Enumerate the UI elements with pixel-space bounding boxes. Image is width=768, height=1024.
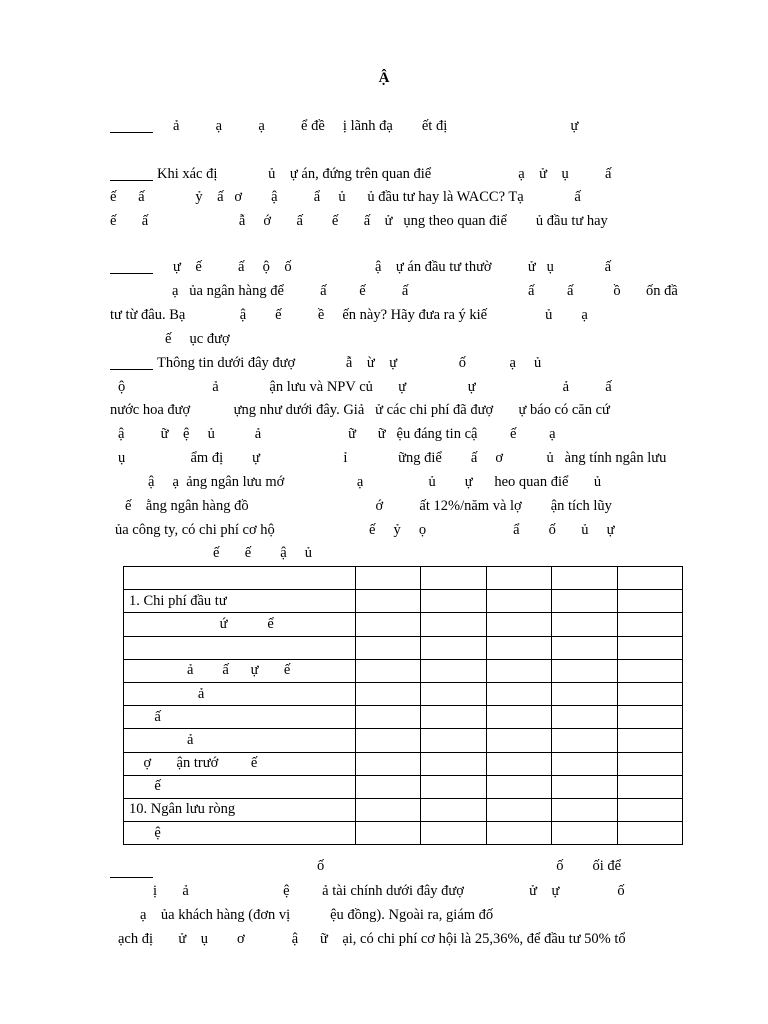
question-4-line-6: ậ ạ ảng ngân lưu mớ ạ ủ ự heo quan điể ủ bbox=[148, 474, 602, 490]
question-5-line-4: ạch đị ử ụ ơ ậ ữ ại, có chi phí cơ hội là 25,36%, để đầu tư 50% tổ bbox=[118, 931, 626, 947]
table-cell bbox=[552, 567, 617, 590]
question-2-line-1: Khi xác đị ủ ự án, đứng trên quan điể ạ ử ụ ấ bbox=[157, 166, 612, 182]
question-4-line-4: ậ ữ ệ ủ ả ữ ữ ệu đáng tin cậ ế ạ bbox=[118, 426, 556, 442]
row-label: 10. Ngân lưu ròng bbox=[124, 798, 356, 821]
table-cell bbox=[356, 798, 421, 821]
table-row bbox=[124, 567, 683, 590]
answer-blank-3[interactable] bbox=[110, 273, 153, 274]
table-cell bbox=[421, 775, 486, 798]
answer-blank-1[interactable] bbox=[110, 132, 153, 133]
document-title: Ậ bbox=[378, 70, 390, 86]
cash-flow-table bbox=[123, 566, 683, 845]
table-cell bbox=[421, 590, 486, 613]
table-cell bbox=[617, 636, 682, 659]
table-cell bbox=[552, 798, 617, 821]
row-label bbox=[124, 636, 356, 659]
question-4-line-7: ế ằng ngân hàng đồ ớ ất 12%/năm và lợ ận tích lũy bbox=[125, 498, 612, 514]
question-5-line-1: ố ố ối để bbox=[317, 858, 622, 874]
table-cell bbox=[421, 636, 486, 659]
question-5-line-2: ị ả ệ ả tài chính dưới đây đượ ử ự ố bbox=[153, 883, 625, 899]
table-cell bbox=[552, 636, 617, 659]
row-label: ệ bbox=[124, 822, 356, 845]
table-row bbox=[124, 752, 683, 775]
table-row bbox=[124, 682, 683, 705]
table-cell bbox=[356, 729, 421, 752]
table-cell bbox=[421, 659, 486, 682]
table-cell bbox=[356, 636, 421, 659]
table-cell bbox=[552, 682, 617, 705]
table-cell bbox=[552, 822, 617, 845]
table-cell bbox=[486, 636, 551, 659]
question-4-line-5: ụ ẩm đị ự ỉ ững điể ấ ơ ủ àng tính ngân lưu bbox=[118, 450, 667, 466]
question-3-line-1: ự ế ấ ộ ố ậ ự án đầu tư thườ ử ụ ấ bbox=[173, 259, 612, 275]
table-cell bbox=[552, 590, 617, 613]
table-cell bbox=[552, 729, 617, 752]
answer-blank-5[interactable] bbox=[110, 877, 153, 878]
question-4-line-1: Thông tin dưới đây đượ ẫ ừ ự ố ạ ủ bbox=[157, 355, 542, 371]
table-cell bbox=[617, 822, 682, 845]
question-2-line-2: ế ấ ỷ ấ ơ ậ ẩ ủ ủ đầu tư hay là WACC? Tạ ấ bbox=[110, 189, 581, 205]
table-cell bbox=[356, 590, 421, 613]
table-cell bbox=[617, 613, 682, 636]
table-row bbox=[124, 590, 683, 613]
table-cell bbox=[356, 613, 421, 636]
row-label: ả bbox=[124, 682, 356, 705]
row-label: ợ ận trướ ế bbox=[124, 752, 356, 775]
table-cell bbox=[421, 752, 486, 775]
question-1-line-1: ả ạ ạ ể đề ị lãnh đạ ết đị ự bbox=[173, 118, 579, 134]
table-cell bbox=[617, 752, 682, 775]
table-cell bbox=[552, 613, 617, 636]
table-cell bbox=[617, 590, 682, 613]
table-cell bbox=[617, 659, 682, 682]
row-label bbox=[124, 567, 356, 590]
question-4-line-9: ế ế ậ ủ bbox=[213, 545, 313, 561]
table-cell bbox=[617, 775, 682, 798]
table-cell bbox=[552, 659, 617, 682]
table-cell bbox=[356, 822, 421, 845]
answer-blank-2[interactable] bbox=[110, 180, 153, 181]
table-cell bbox=[552, 775, 617, 798]
table-cell bbox=[617, 798, 682, 821]
table-cell bbox=[356, 659, 421, 682]
table-cell bbox=[486, 567, 551, 590]
table-cell bbox=[356, 567, 421, 590]
table-cell bbox=[356, 682, 421, 705]
table-cell bbox=[617, 682, 682, 705]
table-cell bbox=[486, 706, 551, 729]
table-cell bbox=[421, 682, 486, 705]
row-label: ế bbox=[124, 775, 356, 798]
table-cell bbox=[421, 706, 486, 729]
table-cell bbox=[617, 729, 682, 752]
table-cell bbox=[486, 822, 551, 845]
question-4-line-8: ủa công ty, có chi phí cơ hộ ế ỷ ọ ẩ ố ủ ự bbox=[115, 522, 615, 538]
table-cell bbox=[617, 706, 682, 729]
table-row bbox=[124, 798, 683, 821]
row-label: ấ bbox=[124, 706, 356, 729]
table-row bbox=[124, 775, 683, 798]
table-cell bbox=[421, 798, 486, 821]
table-cell bbox=[486, 613, 551, 636]
question-3-line-4: ế ục đượ bbox=[165, 331, 230, 347]
table-row bbox=[124, 706, 683, 729]
answer-blank-4[interactable] bbox=[110, 369, 153, 370]
table-cell bbox=[486, 682, 551, 705]
table-cell bbox=[486, 590, 551, 613]
table-cell bbox=[552, 752, 617, 775]
table-cell bbox=[486, 729, 551, 752]
table-row bbox=[124, 659, 683, 682]
row-label: ả bbox=[124, 729, 356, 752]
table-cell bbox=[486, 752, 551, 775]
table-cell bbox=[552, 706, 617, 729]
row-label: ứ ể bbox=[124, 613, 356, 636]
question-3-line-2: ạ ủa ngân hàng để ấ ế ấ ấ ấ ồ ốn đầ bbox=[172, 283, 678, 299]
table-row bbox=[124, 613, 683, 636]
table-cell bbox=[356, 706, 421, 729]
table-cell bbox=[486, 798, 551, 821]
table-cell bbox=[421, 567, 486, 590]
table-row bbox=[124, 729, 683, 752]
table-cell bbox=[617, 567, 682, 590]
table-cell bbox=[356, 752, 421, 775]
question-2-line-3: ế ấ ẫ ớ ấ ế ấ ử ụng theo quan điể ủ đầu tư hay bbox=[110, 213, 608, 229]
table-cell bbox=[486, 659, 551, 682]
table-cell bbox=[421, 729, 486, 752]
table-cell bbox=[486, 775, 551, 798]
table-row bbox=[124, 822, 683, 845]
table-cell bbox=[421, 822, 486, 845]
question-4-line-2: ộ ả ận lưu và NPV củ ự ự ả ấ bbox=[118, 379, 612, 395]
question-5-line-3: ạ ủa khách hàng (đơn vị ệu đồng). Ngoài ra, giám đố bbox=[140, 907, 494, 923]
table-row bbox=[124, 636, 683, 659]
table-cell bbox=[356, 775, 421, 798]
question-3-line-3: tư từ đâu. Bạ ậ ế ề ến này? Hãy đưa ra ý kiế ủ ạ bbox=[110, 307, 588, 323]
row-label: ả ấ ự ế bbox=[124, 659, 356, 682]
question-4-line-3: nước hoa đượ ựng như dưới đây. Giả ử các chi phí đã đượ ự báo có căn cứ bbox=[110, 402, 610, 418]
row-label: 1. Chi phí đầu tư bbox=[124, 590, 356, 613]
table-cell bbox=[421, 613, 486, 636]
